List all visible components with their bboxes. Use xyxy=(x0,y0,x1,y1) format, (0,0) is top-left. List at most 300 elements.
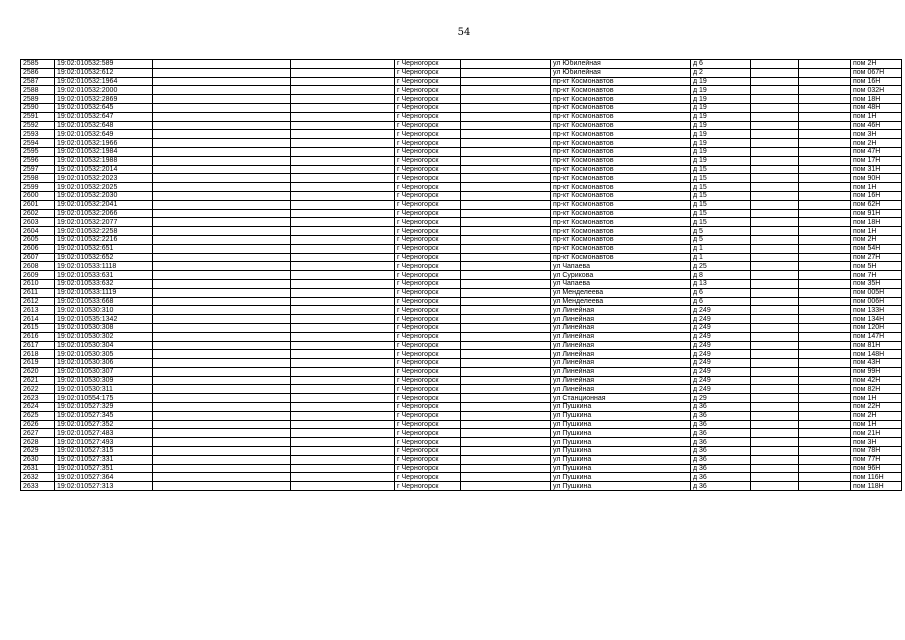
cell-col-9 xyxy=(751,147,799,156)
cell-col-3 xyxy=(153,279,291,288)
cell-city: г Черногорск xyxy=(395,350,461,359)
cell-street: ул Линейная xyxy=(551,367,691,376)
cell-cadastral-number: 19:02:010532:652 xyxy=(55,253,153,262)
cell-col-6 xyxy=(461,420,551,429)
cell-house: д 249 xyxy=(691,359,751,368)
cell-house: д 6 xyxy=(691,288,751,297)
cell-house: д 15 xyxy=(691,200,751,209)
cell-col-10 xyxy=(799,271,851,280)
cell-city: г Черногорск xyxy=(395,420,461,429)
cell-row-number: 2618 xyxy=(21,350,55,359)
cell-street: ул Юбилейная xyxy=(551,68,691,77)
cell-col-9 xyxy=(751,385,799,394)
cell-street: пр-кт Космонавтов xyxy=(551,200,691,209)
cell-premises: пом 2Н xyxy=(851,411,902,420)
cell-col-4 xyxy=(291,429,395,438)
cell-street: пр-кт Космонавтов xyxy=(551,209,691,218)
cell-col-10 xyxy=(799,191,851,200)
table-row xyxy=(21,341,902,350)
cell-house: д 15 xyxy=(691,183,751,192)
cell-col-4 xyxy=(291,95,395,104)
cell-city: г Черногорск xyxy=(395,86,461,95)
cell-col-10 xyxy=(799,253,851,262)
cell-row-number: 2611 xyxy=(21,288,55,297)
cell-street: пр-кт Космонавтов xyxy=(551,139,691,148)
table-row xyxy=(21,288,902,297)
cell-col-10 xyxy=(799,68,851,77)
cell-city: г Черногорск xyxy=(395,235,461,244)
cell-col-10 xyxy=(799,183,851,192)
cell-premises: пом 91Н xyxy=(851,209,902,218)
cell-col-10 xyxy=(799,235,851,244)
cell-street: ул Линейная xyxy=(551,385,691,394)
cell-cadastral-number: 19:02:010532:589 xyxy=(55,60,153,69)
cell-col-6 xyxy=(461,77,551,86)
cell-house: д 19 xyxy=(691,147,751,156)
table-row xyxy=(21,121,902,130)
cell-col-6 xyxy=(461,288,551,297)
cell-house: д 15 xyxy=(691,165,751,174)
cell-cadastral-number: 19:02:010527:315 xyxy=(55,447,153,456)
cell-col-3 xyxy=(153,288,291,297)
table-row xyxy=(21,271,902,280)
cell-cadastral-number: 19:02:010527:313 xyxy=(55,482,153,491)
cell-col-10 xyxy=(799,95,851,104)
cell-col-9 xyxy=(751,455,799,464)
cell-cadastral-number: 19:02:010532:648 xyxy=(55,121,153,130)
cell-city: г Черногорск xyxy=(395,429,461,438)
cell-street: пр-кт Космонавтов xyxy=(551,86,691,95)
table-row xyxy=(21,332,902,341)
cell-street: ул Менделеева xyxy=(551,297,691,306)
cell-col-9 xyxy=(751,367,799,376)
cell-row-number: 2593 xyxy=(21,130,55,139)
cell-row-number: 2626 xyxy=(21,420,55,429)
cell-premises: пом 3Н xyxy=(851,438,902,447)
cell-house: д 2 xyxy=(691,68,751,77)
cell-col-6 xyxy=(461,112,551,121)
cell-city: г Черногорск xyxy=(395,200,461,209)
cell-col-3 xyxy=(153,191,291,200)
cell-premises: пом 7Н xyxy=(851,271,902,280)
table-row xyxy=(21,130,902,139)
cell-city: г Черногорск xyxy=(395,394,461,403)
cell-col-6 xyxy=(461,341,551,350)
cell-col-4 xyxy=(291,323,395,332)
cell-col-9 xyxy=(751,139,799,148)
cell-cadastral-number: 19:02:010535:1342 xyxy=(55,315,153,324)
table-row xyxy=(21,60,902,69)
cell-col-9 xyxy=(751,323,799,332)
cell-col-3 xyxy=(153,271,291,280)
table-row xyxy=(21,279,902,288)
cell-row-number: 2613 xyxy=(21,306,55,315)
cell-city: г Черногорск xyxy=(395,359,461,368)
cell-street: пр-кт Космонавтов xyxy=(551,103,691,112)
cell-house: д 36 xyxy=(691,447,751,456)
cell-premises: пом 48Н xyxy=(851,103,902,112)
cell-col-3 xyxy=(153,183,291,192)
cell-row-number: 2604 xyxy=(21,227,55,236)
cell-row-number: 2607 xyxy=(21,253,55,262)
cell-col-3 xyxy=(153,147,291,156)
table-row xyxy=(21,367,902,376)
cell-house: д 29 xyxy=(691,394,751,403)
cell-city: г Черногорск xyxy=(395,271,461,280)
cell-col-9 xyxy=(751,95,799,104)
cell-col-9 xyxy=(751,341,799,350)
cell-cadastral-number: 19:02:010532:2030 xyxy=(55,191,153,200)
cell-row-number: 2625 xyxy=(21,411,55,420)
cell-col-6 xyxy=(461,306,551,315)
cell-cadastral-number: 19:02:010532:2000 xyxy=(55,86,153,95)
cell-street: ул Юбилейная xyxy=(551,60,691,69)
table-row xyxy=(21,350,902,359)
cell-col-4 xyxy=(291,112,395,121)
cell-row-number: 2589 xyxy=(21,95,55,104)
cell-col-3 xyxy=(153,200,291,209)
table-row xyxy=(21,112,902,121)
cell-city: г Черногорск xyxy=(395,385,461,394)
cell-city: г Черногорск xyxy=(395,464,461,473)
cell-col-4 xyxy=(291,86,395,95)
cell-col-3 xyxy=(153,376,291,385)
cell-col-9 xyxy=(751,473,799,482)
cell-street: пр-кт Космонавтов xyxy=(551,121,691,130)
cell-col-9 xyxy=(751,288,799,297)
cell-cadastral-number: 19:02:010533:1119 xyxy=(55,288,153,297)
cell-city: г Черногорск xyxy=(395,376,461,385)
cell-street: ул Пушкина xyxy=(551,455,691,464)
cell-col-9 xyxy=(751,112,799,121)
cell-col-3 xyxy=(153,350,291,359)
cell-col-3 xyxy=(153,60,291,69)
cell-col-9 xyxy=(751,271,799,280)
cell-col-3 xyxy=(153,156,291,165)
cell-row-number: 2601 xyxy=(21,200,55,209)
cell-street: пр-кт Космонавтов xyxy=(551,244,691,253)
cell-col-6 xyxy=(461,156,551,165)
cell-col-4 xyxy=(291,253,395,262)
cell-street: ул Пушкина xyxy=(551,473,691,482)
cell-col-3 xyxy=(153,438,291,447)
cell-col-10 xyxy=(799,473,851,482)
table-row xyxy=(21,429,902,438)
cell-cadastral-number: 19:02:010527:345 xyxy=(55,411,153,420)
cell-col-6 xyxy=(461,271,551,280)
cell-city: г Черногорск xyxy=(395,218,461,227)
table-row xyxy=(21,306,902,315)
cell-city: г Черногорск xyxy=(395,174,461,183)
cell-row-number: 2633 xyxy=(21,482,55,491)
cell-cadastral-number: 19:02:010532:2041 xyxy=(55,200,153,209)
cell-row-number: 2627 xyxy=(21,429,55,438)
cell-col-6 xyxy=(461,315,551,324)
cell-col-10 xyxy=(799,367,851,376)
cell-col-9 xyxy=(751,130,799,139)
cell-premises: пом 16Н xyxy=(851,191,902,200)
page-number: 54 xyxy=(457,27,471,38)
cell-col-3 xyxy=(153,482,291,491)
cell-col-10 xyxy=(799,394,851,403)
cell-street: ул Пушкина xyxy=(551,411,691,420)
cell-premises: пом 31Н xyxy=(851,165,902,174)
cell-city: г Черногорск xyxy=(395,130,461,139)
cell-col-6 xyxy=(461,86,551,95)
cell-col-9 xyxy=(751,429,799,438)
cell-col-4 xyxy=(291,306,395,315)
cell-col-6 xyxy=(461,165,551,174)
cell-city: г Черногорск xyxy=(395,447,461,456)
cell-col-6 xyxy=(461,191,551,200)
table-row xyxy=(21,191,902,200)
cell-row-number: 2597 xyxy=(21,165,55,174)
cell-col-3 xyxy=(153,332,291,341)
cell-city: г Черногорск xyxy=(395,332,461,341)
cell-col-4 xyxy=(291,385,395,394)
cell-cadastral-number: 19:02:010532:2216 xyxy=(55,235,153,244)
cell-col-3 xyxy=(153,403,291,412)
cell-col-4 xyxy=(291,209,395,218)
cell-premises: пом 16Н xyxy=(851,77,902,86)
cell-col-10 xyxy=(799,359,851,368)
cell-cadastral-number: 19:02:010527:352 xyxy=(55,420,153,429)
cell-house: д 36 xyxy=(691,420,751,429)
cell-col-4 xyxy=(291,200,395,209)
cell-col-4 xyxy=(291,332,395,341)
cell-col-4 xyxy=(291,315,395,324)
property-registry-table xyxy=(20,59,902,491)
cell-col-6 xyxy=(461,253,551,262)
cell-col-10 xyxy=(799,279,851,288)
cell-city: г Черногорск xyxy=(395,60,461,69)
cell-col-6 xyxy=(461,482,551,491)
cell-col-9 xyxy=(751,165,799,174)
cell-cadastral-number: 19:02:010533:631 xyxy=(55,271,153,280)
cell-col-4 xyxy=(291,473,395,482)
cell-col-3 xyxy=(153,103,291,112)
cell-col-9 xyxy=(751,464,799,473)
cell-row-number: 2602 xyxy=(21,209,55,218)
cell-street: ул Менделеева xyxy=(551,288,691,297)
cell-col-6 xyxy=(461,376,551,385)
cell-col-6 xyxy=(461,438,551,447)
cell-col-6 xyxy=(461,174,551,183)
cell-cadastral-number: 19:02:010527:483 xyxy=(55,429,153,438)
cell-house: д 1 xyxy=(691,253,751,262)
cell-street: пр-кт Космонавтов xyxy=(551,174,691,183)
cell-premises: пом 47Н xyxy=(851,147,902,156)
cell-col-3 xyxy=(153,297,291,306)
cell-row-number: 2586 xyxy=(21,68,55,77)
cell-col-10 xyxy=(799,121,851,130)
cell-col-10 xyxy=(799,139,851,148)
cell-house: д 36 xyxy=(691,473,751,482)
cell-col-10 xyxy=(799,482,851,491)
cell-street: ул Линейная xyxy=(551,306,691,315)
cell-premises: пом 148Н xyxy=(851,350,902,359)
cell-cadastral-number: 19:02:010532:1966 xyxy=(55,139,153,148)
cell-col-10 xyxy=(799,464,851,473)
cell-col-4 xyxy=(291,218,395,227)
cell-premises: пом 2Н xyxy=(851,235,902,244)
cell-col-3 xyxy=(153,77,291,86)
cell-row-number: 2608 xyxy=(21,262,55,271)
cell-col-4 xyxy=(291,156,395,165)
cell-cadastral-number: 19:02:010527:331 xyxy=(55,455,153,464)
cell-col-10 xyxy=(799,103,851,112)
cell-cadastral-number: 19:02:010530:307 xyxy=(55,367,153,376)
cell-city: г Черногорск xyxy=(395,147,461,156)
cell-row-number: 2594 xyxy=(21,139,55,148)
cell-house: д 249 xyxy=(691,385,751,394)
cell-col-10 xyxy=(799,447,851,456)
cell-col-10 xyxy=(799,244,851,253)
cell-col-10 xyxy=(799,156,851,165)
cell-cadastral-number: 19:02:010532:2025 xyxy=(55,183,153,192)
cell-col-4 xyxy=(291,464,395,473)
cell-house: д 13 xyxy=(691,279,751,288)
cell-city: г Черногорск xyxy=(395,323,461,332)
cell-col-9 xyxy=(751,297,799,306)
cell-col-10 xyxy=(799,438,851,447)
cell-premises: пом 3Н xyxy=(851,130,902,139)
cell-col-9 xyxy=(751,77,799,86)
cell-col-3 xyxy=(153,473,291,482)
cell-premises: пом 2Н xyxy=(851,139,902,148)
cell-city: г Черногорск xyxy=(395,77,461,86)
cell-house: д 1 xyxy=(691,244,751,253)
cell-cadastral-number: 19:02:010533:632 xyxy=(55,279,153,288)
cell-premises: пом 067Н xyxy=(851,68,902,77)
cell-city: г Черногорск xyxy=(395,121,461,130)
table-row xyxy=(21,200,902,209)
table-row xyxy=(21,420,902,429)
cell-premises: пом 35Н xyxy=(851,279,902,288)
cell-house: д 249 xyxy=(691,350,751,359)
cell-col-9 xyxy=(751,359,799,368)
cell-col-6 xyxy=(461,235,551,244)
cell-premises: пом 82Н xyxy=(851,385,902,394)
cell-street: ул Сурикова xyxy=(551,271,691,280)
cell-row-number: 2598 xyxy=(21,174,55,183)
cell-premises: пом 81Н xyxy=(851,341,902,350)
cell-col-10 xyxy=(799,218,851,227)
cell-premises: пом 78Н xyxy=(851,447,902,456)
table-row xyxy=(21,218,902,227)
cell-city: г Черногорск xyxy=(395,165,461,174)
cell-col-6 xyxy=(461,139,551,148)
cell-street: ул Пушкина xyxy=(551,429,691,438)
cell-premises: пом 27Н xyxy=(851,253,902,262)
cell-cadastral-number: 19:02:010527:329 xyxy=(55,403,153,412)
cell-col-3 xyxy=(153,262,291,271)
cell-col-6 xyxy=(461,411,551,420)
cell-row-number: 2628 xyxy=(21,438,55,447)
cell-col-6 xyxy=(461,394,551,403)
cell-col-10 xyxy=(799,147,851,156)
cell-cadastral-number: 19:02:010532:651 xyxy=(55,244,153,253)
cell-cadastral-number: 19:02:010532:612 xyxy=(55,68,153,77)
cell-row-number: 2616 xyxy=(21,332,55,341)
cell-col-3 xyxy=(153,235,291,244)
cell-col-3 xyxy=(153,359,291,368)
cell-col-10 xyxy=(799,315,851,324)
cell-premises: пом 18Н xyxy=(851,95,902,104)
cell-row-number: 2632 xyxy=(21,473,55,482)
table-row xyxy=(21,297,902,306)
cell-col-3 xyxy=(153,227,291,236)
cell-col-3 xyxy=(153,341,291,350)
cell-row-number: 2588 xyxy=(21,86,55,95)
cell-col-4 xyxy=(291,147,395,156)
cell-col-9 xyxy=(751,156,799,165)
cell-col-4 xyxy=(291,411,395,420)
cell-premises: пом 46Н xyxy=(851,121,902,130)
cell-col-4 xyxy=(291,227,395,236)
cell-col-3 xyxy=(153,429,291,438)
cell-col-9 xyxy=(751,306,799,315)
cell-col-6 xyxy=(461,147,551,156)
cell-row-number: 2624 xyxy=(21,403,55,412)
cell-col-9 xyxy=(751,218,799,227)
cell-city: г Черногорск xyxy=(395,95,461,104)
cell-col-10 xyxy=(799,227,851,236)
cell-premises: пом 96Н xyxy=(851,464,902,473)
cell-col-10 xyxy=(799,174,851,183)
cell-col-10 xyxy=(799,200,851,209)
cell-city: г Черногорск xyxy=(395,297,461,306)
cell-col-4 xyxy=(291,288,395,297)
cell-city: г Черногорск xyxy=(395,209,461,218)
cell-col-4 xyxy=(291,68,395,77)
cell-col-3 xyxy=(153,121,291,130)
cell-city: г Черногорск xyxy=(395,279,461,288)
cell-col-10 xyxy=(799,376,851,385)
cell-house: д 36 xyxy=(691,438,751,447)
cell-street: пр-кт Космонавтов xyxy=(551,147,691,156)
cell-col-3 xyxy=(153,394,291,403)
cell-house: д 19 xyxy=(691,77,751,86)
cell-premises: пом 21Н xyxy=(851,429,902,438)
cell-house: д 249 xyxy=(691,315,751,324)
cell-col-4 xyxy=(291,394,395,403)
cell-street: ул Линейная xyxy=(551,376,691,385)
cell-col-9 xyxy=(751,262,799,271)
cell-col-9 xyxy=(751,332,799,341)
cell-city: г Черногорск xyxy=(395,253,461,262)
cell-col-4 xyxy=(291,183,395,192)
cell-col-4 xyxy=(291,174,395,183)
cell-col-6 xyxy=(461,464,551,473)
cell-house: д 19 xyxy=(691,95,751,104)
cell-col-9 xyxy=(751,60,799,69)
cell-premises: пом 120Н xyxy=(851,323,902,332)
cell-col-3 xyxy=(153,244,291,253)
cell-col-4 xyxy=(291,447,395,456)
cell-col-4 xyxy=(291,244,395,253)
cell-cadastral-number: 19:02:010532:2014 xyxy=(55,165,153,174)
cell-house: д 19 xyxy=(691,121,751,130)
table-row xyxy=(21,262,902,271)
cell-house: д 36 xyxy=(691,464,751,473)
cell-col-4 xyxy=(291,191,395,200)
cell-house: д 36 xyxy=(691,403,751,412)
table-row xyxy=(21,235,902,244)
table-row xyxy=(21,227,902,236)
cell-cadastral-number: 19:02:010530:306 xyxy=(55,359,153,368)
cell-col-4 xyxy=(291,350,395,359)
